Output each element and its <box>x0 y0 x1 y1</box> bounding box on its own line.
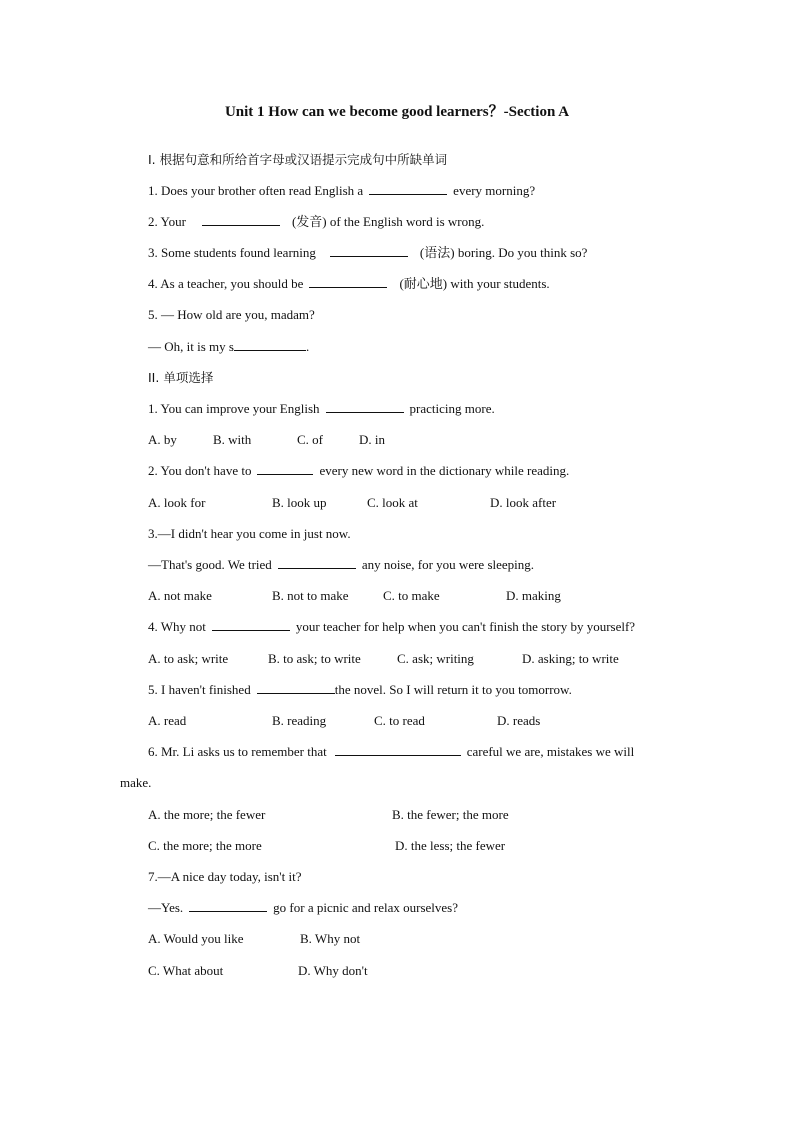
option-a[interactable]: A. not make <box>148 588 212 603</box>
option-d[interactable]: D. look after <box>490 495 557 510</box>
option-d[interactable]: D. reads <box>497 713 541 728</box>
option-d[interactable]: D. Why don't <box>298 963 368 978</box>
part2-question-7-options-row1 <box>148 930 748 948</box>
option-d[interactable]: D. the less; the fewer <box>395 838 506 853</box>
part2-question-4-options <box>148 650 748 668</box>
section-heading-part2: II. 单项选择 <box>148 370 214 385</box>
answer-blank[interactable] <box>202 213 280 226</box>
option-a[interactable]: A. the more; the fewer <box>148 807 266 822</box>
part2-question-1: 1. You can improve your English practicing more. <box>148 401 495 416</box>
answer-blank[interactable] <box>189 899 267 912</box>
answer-blank[interactable] <box>212 618 290 631</box>
part2-question-2-options <box>148 494 748 512</box>
option-c[interactable]: C. the more; the more <box>148 838 262 853</box>
part2-question-6: 6. Mr. Li asks us to remember that careful we are, mistakes we will <box>148 744 635 759</box>
answer-blank[interactable] <box>234 338 306 351</box>
option-a[interactable]: A. read <box>148 713 187 728</box>
option-a[interactable]: A. Would you like <box>148 931 244 946</box>
answer-blank[interactable] <box>326 400 404 413</box>
option-c[interactable]: C. What about <box>148 963 224 978</box>
option-b[interactable]: B. Why not <box>300 931 361 946</box>
part2-question-5: 5. I haven't finished the novel. So I will return it to you tomorrow. <box>148 682 572 697</box>
answer-blank[interactable] <box>278 556 356 569</box>
option-c[interactable]: C. look at <box>367 495 418 510</box>
part2-question-7-options-row2 <box>148 962 748 980</box>
option-a[interactable]: A. to ask; write <box>148 651 229 666</box>
part2-question-6-options-row1 <box>148 806 748 824</box>
answer-blank[interactable] <box>257 462 313 475</box>
option-c[interactable]: C. to make <box>383 588 440 603</box>
option-a[interactable]: A. by <box>148 432 177 447</box>
part2-question-5-options <box>148 712 748 730</box>
part2-question-7-reply: —Yes. go for a picnic and relax ourselves? <box>148 900 458 915</box>
option-c[interactable]: C. ask; writing <box>397 651 474 666</box>
option-b[interactable]: B. with <box>213 432 252 447</box>
part2-question-2: 2. You don't have to every new word in the dictionary while reading. <box>148 463 570 478</box>
option-d[interactable]: D. asking; to write <box>522 651 619 666</box>
part2-question-4: 4. Why not your teacher for help when you can't finish the story by yourself? <box>148 619 636 634</box>
part1-question-5-reply: — Oh, it is my s . <box>148 339 310 354</box>
part2-question-3-options <box>148 587 748 605</box>
part1-question-5: 5. — How old are you, madam? <box>148 307 315 322</box>
part1-question-2: 2. Your (发音) of the English word is wrong. <box>148 214 485 229</box>
option-b[interactable]: B. the fewer; the more <box>392 807 509 822</box>
part1-question-1: 1. Does your brother often read English a every morning? <box>148 183 536 198</box>
option-b[interactable]: B. reading <box>272 713 327 728</box>
answer-blank[interactable] <box>257 681 335 694</box>
section-heading-part1: I. 根据句意和所给首字母或汉语提示完成句中所缺单词 <box>148 152 448 167</box>
part2-question-3: 3.—I didn't hear you come in just now. <box>148 526 351 541</box>
option-c[interactable]: C. of <box>297 432 323 447</box>
part1-question-3: 3. Some students found learning (语法) boring. Do you think so? <box>148 245 588 260</box>
part1-question-4: 4. As a teacher, you should be (耐心地) with your students. <box>148 276 550 291</box>
option-d[interactable]: D. making <box>506 588 561 603</box>
part2-question-1-options <box>148 431 748 449</box>
option-b[interactable]: B. to ask; to write <box>268 651 361 666</box>
option-b[interactable]: B. not to make <box>272 588 349 603</box>
part2-question-3-reply: —That's good. We tried any noise, for you were sleeping. <box>148 557 535 572</box>
option-b[interactable]: B. look up <box>272 495 327 510</box>
answer-blank[interactable] <box>369 182 447 195</box>
answer-blank[interactable] <box>309 275 387 288</box>
part2-question-6-options-row2 <box>148 837 748 855</box>
answer-blank[interactable] <box>335 743 461 756</box>
option-a[interactable]: A. look for <box>148 495 206 510</box>
option-c[interactable]: C. to read <box>374 713 425 728</box>
part2-question-6-continued: make. <box>120 775 152 790</box>
part2-question-7: 7.—A nice day today, isn't it? <box>148 869 302 884</box>
answer-blank[interactable] <box>330 244 408 257</box>
option-d[interactable]: D. in <box>359 432 385 447</box>
page-title: Unit 1 How can we become good learners？-Section A <box>224 104 570 120</box>
